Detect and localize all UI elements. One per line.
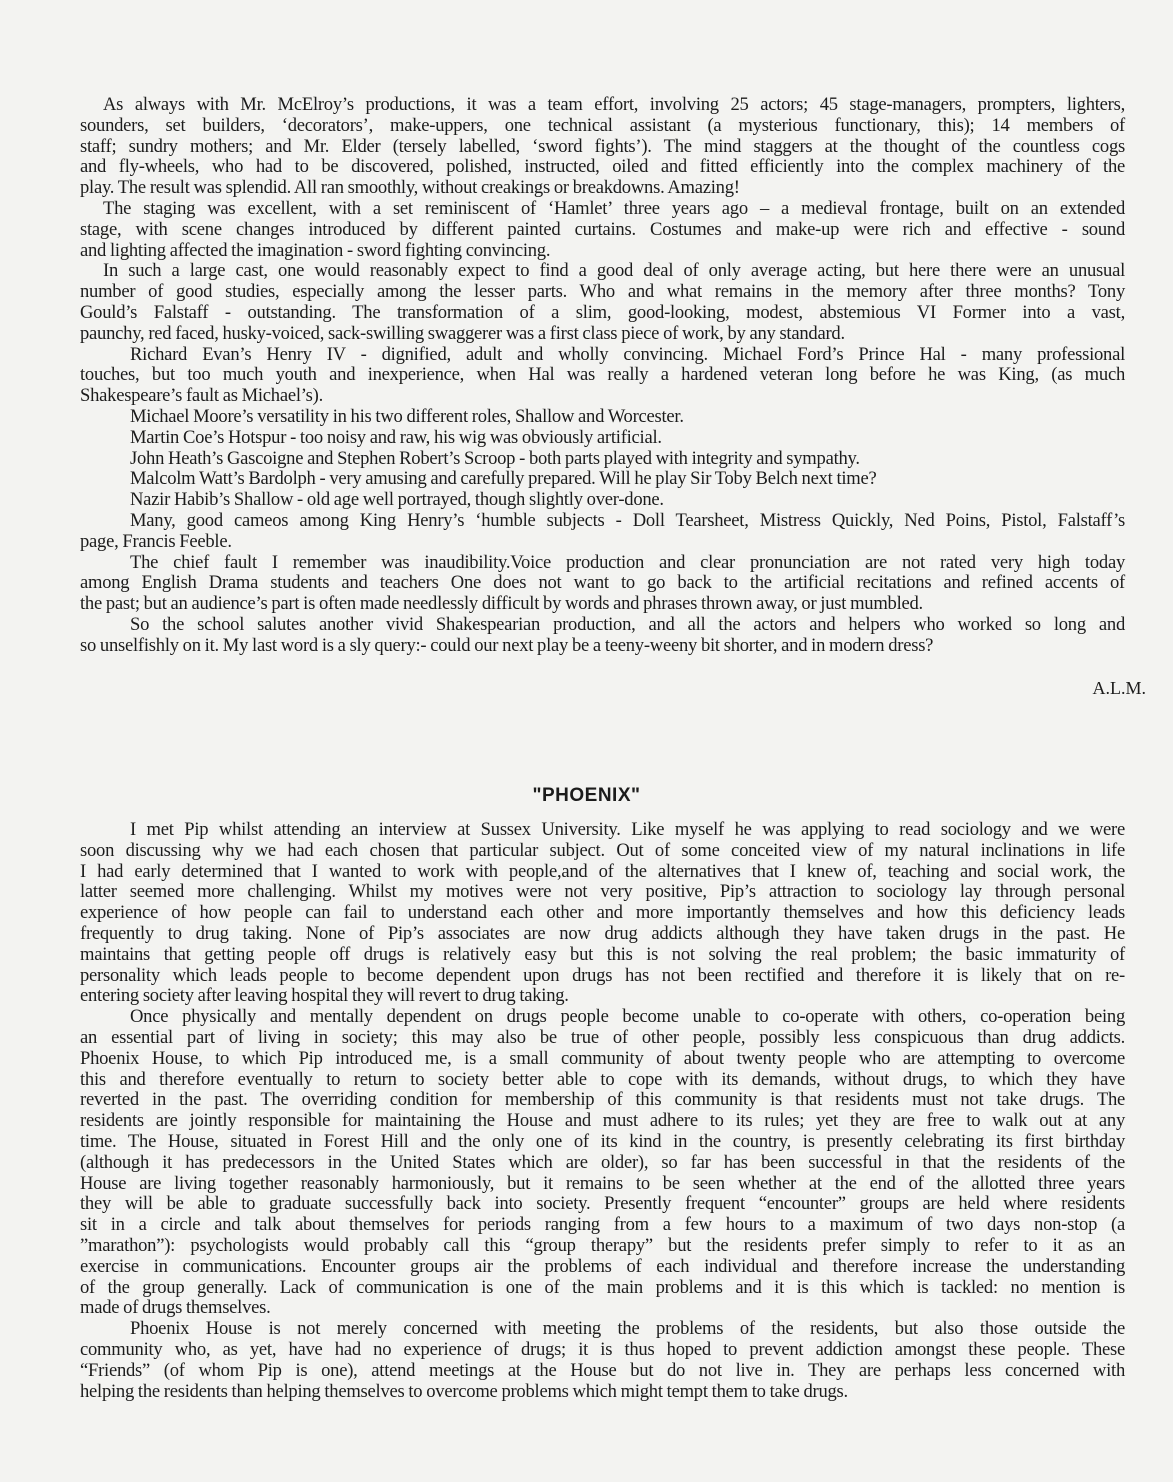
text-line: So the school salutes another vivid Shakespearian production, and all the actors and helpers who worked so long and: [130, 613, 1125, 635]
text-line: As always with Mr. McElroy’s productions, it was a team effort, involving 25 actors; 45 stage-managers, prompters, lighters,: [103, 94, 1125, 115]
text-line: staff; sundry mothers; and Mr. Elder (tersely labelled, ‘sword fights’). The mind staggers at the thought of the countless cogs: [80, 135, 1125, 157]
paragraph: [80, 820, 1125, 1007]
text-line: John Heath’s Gascoigne and Stephen Robert’s Scroop - both parts played with integrity and sympathy.: [130, 447, 860, 469]
paragraph: [80, 1007, 1125, 1319]
text-line: page, Francis Feeble.: [80, 530, 232, 552]
text-line: Richard Evan’s Henry IV - dignified, adult and wholly convincing. Michael Ford’s Prince Hal - many professional: [130, 343, 1125, 365]
text-line: time. The House, situated in Forest Hill and the only one of its kind in the country, is presently celebrating its first birthday: [80, 1130, 1125, 1152]
paragraph: [80, 95, 1125, 199]
text-line: and fly-wheels, who had to be discovered, polished, instructed, oiled and fitted efficiently into the complex machinery of the: [80, 156, 1125, 178]
text-line: Once physically and mentally dependent on drugs people become unable to co-operate with others, co-operation being: [130, 1006, 1125, 1028]
paragraph: [80, 261, 1125, 344]
author-signature: A.L.M.: [1092, 678, 1146, 698]
paragraph: [80, 469, 1125, 490]
paragraph: [80, 199, 1125, 261]
text-line: helping the residents than helping themselves to overcome problems which might tempt them to take drugs.: [80, 1380, 848, 1402]
text-line: entering society after leaving hospital they will revert to drug taking.: [80, 985, 569, 1007]
text-line: the past; but an audience’s part is often made needlessly difficult by words and phrases thrown away, or just mumbled.: [80, 593, 923, 615]
text-line: touches, but too much youth and inexperience, when Hal was really a hardened veteran long before he was King, (as much: [80, 364, 1125, 386]
text-line: this and therefore eventually to return to society better able to cope with its demands, without drugs, to which they have: [80, 1068, 1125, 1090]
text-line: reverted in the past. The overriding condition for membership of this community is that residents must not take drugs. The: [80, 1089, 1125, 1111]
review-article: [80, 95, 1125, 657]
text-line: community who, as yet, have had no experience of drugs; it is thus hoped to prevent addiction amongst these people. These: [80, 1338, 1125, 1360]
text-line: Nazir Habib’s Shallow - old age well portrayed, though slightly over-done.: [130, 489, 664, 511]
text-line: Phoenix House, to which Pip introduced me, is a small community of about twenty people who are attempting to overcome: [80, 1047, 1125, 1069]
paragraph: [80, 449, 1125, 470]
text-line: personality which leads people to become dependent upon drugs has not been rectified and therefore it is likely that on re-: [80, 964, 1125, 986]
text-line: sit in a circle and talk about themselves for periods ranging from a few hours to a maximum of two days non-stop (a: [80, 1214, 1125, 1236]
text-line: play. The result was splendid. All ran smoothly, without creakings or breakdowns. Amazing!: [80, 177, 740, 199]
paragraph: [80, 615, 1125, 657]
text-line: I had early determined that I wanted to work with people,and of the alternatives that I knew of, teaching and social work, the: [80, 860, 1125, 882]
article-title: "PHOENIX": [532, 785, 641, 806]
text-line: and lighting affected the imagination - sword fighting convincing.: [80, 239, 551, 261]
text-line: (although it has predecessors in the United States which are older), so far has been successful in that the residents of the: [80, 1151, 1125, 1173]
text-line: latter seemed more challenging. Whilst my motives were not very positive, Pip’s attraction to sociology lay through personal: [80, 881, 1125, 903]
paragraph: [80, 511, 1125, 553]
paragraph: [80, 407, 1125, 428]
text-line: among English Drama students and teachers One does not want to go back to the artificial recitations and refined accents of: [80, 572, 1125, 594]
text-line: maintains that getting people off drugs is relatively easy but this is not solving the real problem; the basic immaturity of: [80, 943, 1125, 965]
text-line: Martin Coe’s Hotspur - too noisy and raw, his wig was obviously artificial.: [130, 426, 662, 448]
text-line: “Friends” (of whom Pip is one), attend meetings at the House but do not live in. They are perhaps less concerned with: [80, 1359, 1125, 1381]
text-line: sounders, set builders, ‘decorators’, make-uppers, one technical assistant (a mysterious functionary, this); 14 members of: [80, 114, 1125, 136]
text-line: an essential part of living in society; this may also be true of other people, possibly less conspicuous than drug addicts.: [80, 1026, 1125, 1048]
text-line: experience of how people can fail to understand each other and more importantly themselves and how this deficiency leads: [80, 902, 1125, 924]
text-line: Phoenix House is not merely concerned with meeting the problems of the residents, but also those outside the: [130, 1318, 1125, 1340]
text-line: Shakespeare’s fault as Michael’s).: [80, 385, 323, 407]
paragraph: [80, 1319, 1125, 1402]
text-line: Malcolm Watt’s Bardolph - very amusing and carefully prepared. Will he play Sir Toby Belch next time?: [130, 468, 877, 490]
text-line: In such a large cast, one would reasonably expect to find a good deal of only average acting, but here there were an unusual: [103, 260, 1125, 282]
text-line: The staging was excellent, with a set reminiscent of ‘Hamlet’ three years ago – a medieval frontage, built on an extended: [103, 197, 1125, 219]
paragraph: [80, 490, 1125, 511]
text-line: Michael Moore’s versatility in his two different roles, Shallow and Worcester.: [130, 405, 684, 427]
text-line: so unselfishly on it. My last word is a sly query:- could our next play be a teeny-weeny bit shorter, and in modern dress?: [80, 634, 934, 656]
text-line: made of drugs themselves.: [80, 1297, 271, 1319]
text-line: exercise in communications. Encounter groups air the problems of each individual and therefore increase the understanding: [80, 1255, 1125, 1277]
text-line: stage, with scene changes introduced by different painted curtains. Costumes and make-up were rich and effective - sound: [80, 218, 1125, 240]
paragraph: [80, 553, 1125, 615]
text-line: The chief fault I remember was inaudibility.Voice production and clear pronunciation are not rated very high today: [130, 551, 1125, 573]
paragraph: [80, 345, 1125, 407]
text-line: I met Pip whilst attending an interview at Sussex University. Like myself he was applying to read sociology and we were: [130, 819, 1125, 840]
text-line: of the group generally. Lack of communication is one of the main problems and it is this which is tackled: no mention is: [80, 1276, 1125, 1298]
text-line: House are living together reasonably harmoniously, but it remains to be seen whether at the end of the allotted three years: [80, 1172, 1125, 1194]
text-line: paunchy, red faced, husky-voiced, sack-swilling swaggerer was a first class piece of work, by any standard.: [80, 322, 845, 344]
text-line: Many, good cameos among King Henry’s ‘humble subjects - Doll Tearsheet, Mistress Quickly, Ned Poins, Pistol, Falstaff’s: [130, 509, 1125, 531]
text-line: they will be able to graduate successfully back into society. Presently frequent “encounter” groups are held where residents: [80, 1193, 1125, 1215]
text-line: frequently to drug taking. None of Pip’s associates are now drug addicts although they have taken drugs in the past. He: [80, 922, 1125, 944]
text-line: soon discussing why we had each chosen that particular subject. Out of some conceited view of my natural inclinations in life: [80, 839, 1125, 861]
text-line: residents are jointly responsible for maintaining the House and must adhere to its rules; yet they are free to walk out at any: [80, 1110, 1125, 1132]
text-line: Gould’s Falstaff - outstanding. The transformation of a slim, good-looking, modest, abstemious VI Former into a vast,: [80, 301, 1125, 323]
paragraph: [80, 428, 1125, 449]
phoenix-article: [80, 820, 1125, 1402]
text-line: number of good studies, especially among the lesser parts. Who and what remains in the memory after three months? Tony: [80, 281, 1125, 303]
text-line: ”marathon”): psychologists would probably call this “group therapy” but the residents prefer simply to refer to it as an: [80, 1234, 1125, 1256]
